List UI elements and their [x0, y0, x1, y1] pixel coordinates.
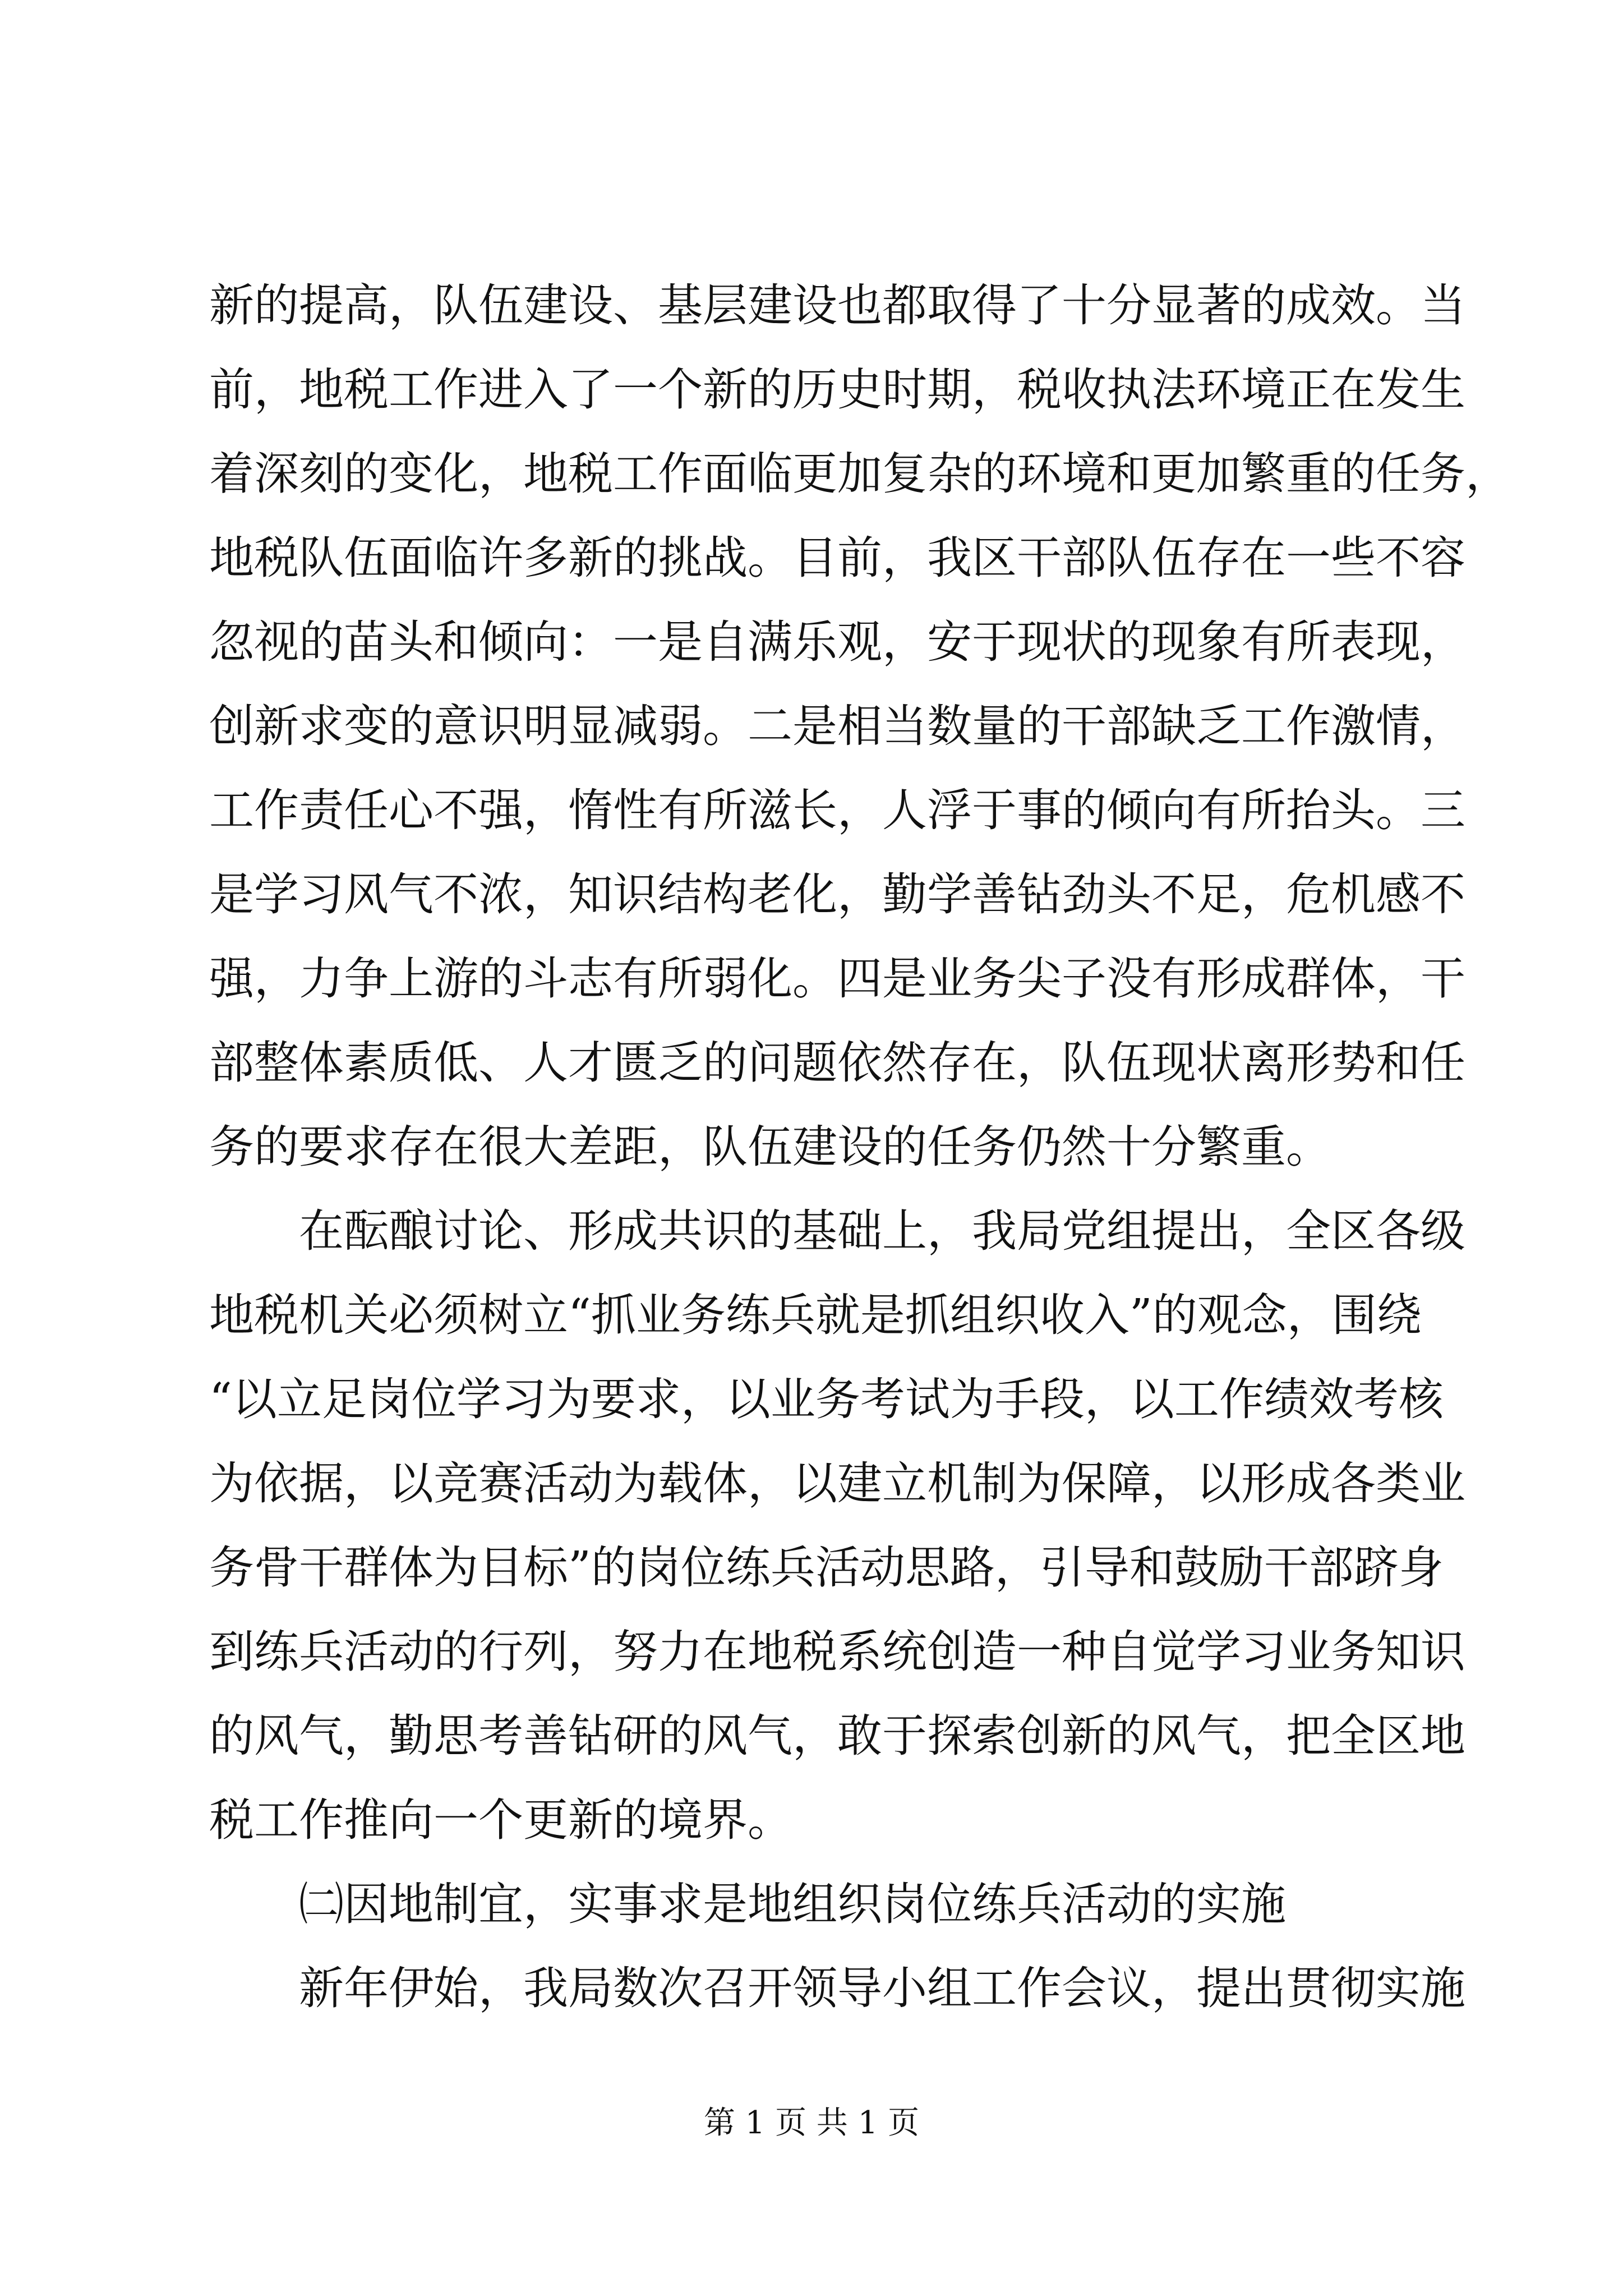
text-line: 是学习风气不浓，知识结构老化，勤学善钻劲头不足，危机感不 [209, 868, 1465, 921]
text-line: 的风气，勤思考善钻研的风气，敢于探索创新的风气，把全区地 [209, 1710, 1465, 1762]
text-line: 创新求变的意识明显减弱。二是相当数量的干部缺乏工作激情， [209, 700, 1465, 752]
text-line: 新的提高，队伍建设、基层建设也都取得了十分显著的成效。当 [209, 279, 1465, 332]
paragraph-first-line: 新年伊始，我局数次召开领导小组工作会议，提出贯彻实施 [299, 1962, 1465, 2014]
text-line: 税工作推向一个更新的境界。 [209, 1794, 792, 1846]
paragraph-first-line: 在酝酿讨论、形成共识的基础上，我局党组提出，全区各级 [299, 1205, 1465, 1257]
text-line: “以立足岗位学习为要求，以业务考试为手段，以工作绩效考核 [209, 1373, 1444, 1425]
text-line: 到练兵活动的行列，努力在地税系统创造一种自觉学习业务知识 [209, 1626, 1465, 1678]
text-line: 强，力争上游的斗志有所弱化。四是业务尖子没有形成群体，干 [209, 953, 1465, 1005]
text-line: 忽视的苗头和倾向：一是自满乐观，安于现状的现象有所表现， [209, 616, 1465, 668]
text-line: 地税队伍面临许多新的挑战。目前，我区干部队伍存在一些不容 [209, 532, 1465, 584]
text-line: 着深刻的变化，地税工作面临更加复杂的环境和更加繁重的任务， [209, 448, 1510, 500]
text-line: 务的要求存在很大差距，队伍建设的任务仍然十分繁重。 [209, 1121, 1331, 1173]
text-line: 部整体素质低、人才匮乏的问题依然存在，队伍现状离形势和任 [209, 1037, 1465, 1089]
section-heading: ㈡因地制宜，实事求是地组织岗位练兵活动的实施 [299, 1878, 1286, 1930]
text-line: 工作责任心不强，惰性有所滋长，人浮于事的倾向有所抬头。三 [209, 784, 1465, 836]
text-line: 前，地税工作进入了一个新的历史时期，税收执法环境正在发生 [209, 364, 1465, 416]
text-line: 务骨干群体为目标”的岗位练兵活动思路，引导和鼓励干部跻身 [209, 1542, 1444, 1594]
text-line: 地税机关必须树立“抓业务练兵就是抓组织收入”的观念，围绕 [209, 1289, 1422, 1341]
page-footer: 第 1 页 共 1 页 [703, 2105, 920, 2141]
text-line: 为依据，以竞赛活动为载体，以建立机制为保障，以形成各类业 [209, 1457, 1465, 1510]
